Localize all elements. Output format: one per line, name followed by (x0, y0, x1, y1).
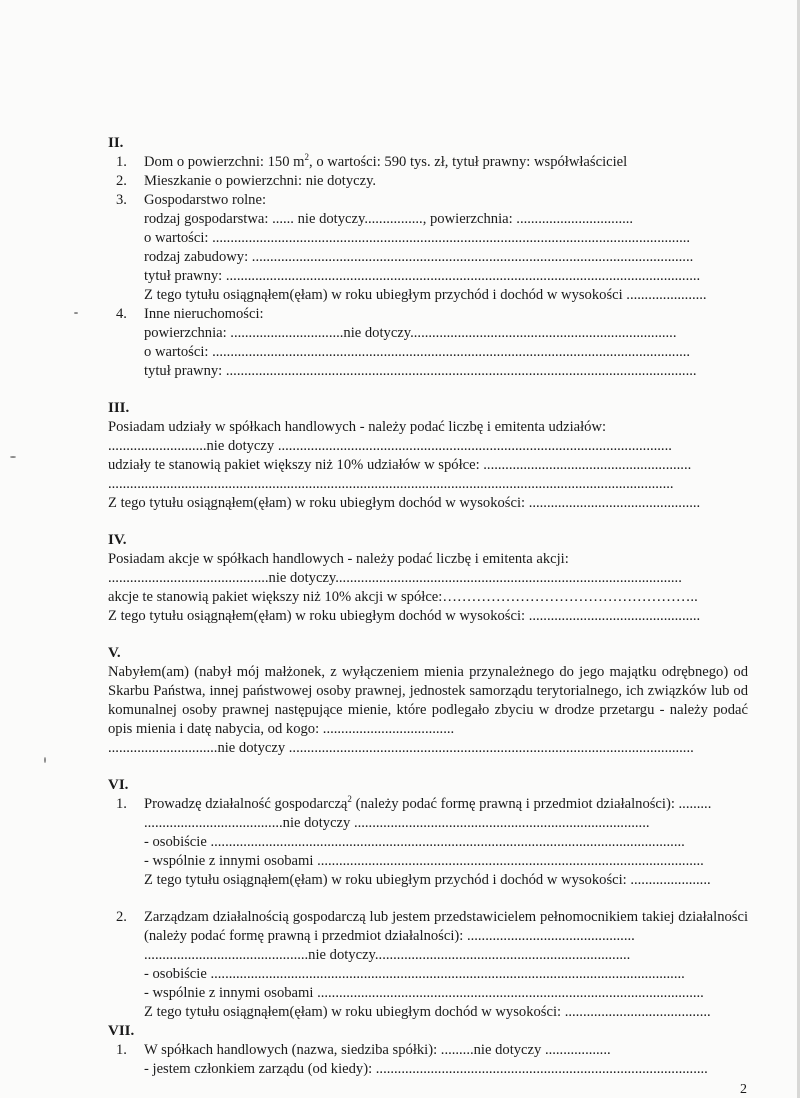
section-heading: IV. (108, 532, 127, 548)
management-joint-line: - wspólnie z innymi osobami .......................................................................................................... (144, 985, 704, 1001)
business-line: Prowadzę działalność gospodarczą$^2$ (należy podać formę prawną i przedmiot działalności): ......... (144, 795, 712, 812)
stocks-income-line: Z tego tytułu osiągnąłem(ęłam) w roku ubiegłym dochód w wysokości: ............................................... (108, 608, 701, 624)
item-number: 1. (116, 1042, 127, 1058)
other-value-line: o wartości: ................................................................................................................................... (144, 344, 691, 360)
business-value-line: ......................................nie dotyczy ................................................................................. (144, 815, 650, 831)
business-joint-line: - wspólnie z innymi osobami .......................................................................................................... (144, 853, 704, 869)
house-line: Dom o powierzchni: 150 $m^2$, o wartości: 590 tys. zł, tytuł prawny: współwłaściciel (144, 153, 628, 170)
section-vi (108, 776, 748, 1022)
scan-speck (10, 456, 16, 458)
scan-speck (44, 757, 46, 763)
superscript: 2 (304, 153, 310, 163)
stocks-packet-line: akcje te stanowią pakiet większy niż 10% akcji w spółce:…………………………………………….. (108, 589, 698, 605)
other-title-line: tytuł prawny: ................................................................................................................................. (144, 363, 697, 379)
list-item (108, 908, 748, 946)
farm-type-line: rodzaj gospodarstwa: ...... nie dotyczy................, powierzchnia: ................................ (144, 211, 634, 227)
superscript: 2 (347, 795, 352, 805)
scan-speck (74, 312, 78, 314)
dotted-line: ........................................................................................................................................................... (108, 476, 674, 492)
item-number: 4. (116, 306, 127, 322)
section-vii (108, 1022, 748, 1079)
stocks-line: Posiadam akcje w spółkach handlowych - należy podać liczbę i emitenta akcji: (108, 551, 569, 567)
management-personal-line: - osobiście .................................................................................................................................. (144, 966, 685, 982)
business-personal-line: - osobiście .................................................................................................................................. (144, 834, 685, 850)
other-area-line: powierzchnia: ...............................nie dotyczy......................................................................... (144, 325, 677, 341)
list-item (108, 153, 748, 172)
shares-value-line: ...........................nie dotyczy ............................................................................................................ (108, 438, 672, 454)
declaration-content (108, 134, 748, 1079)
farm-buildings-line: rodzaj zabudowy: ......................................................................................................................... (144, 249, 694, 265)
section-heading: III. (108, 400, 130, 416)
shares-line: Posiadam udziały w spółkach handlowych - należy podać liczbę i emitenta udziałów: (108, 419, 607, 435)
page-number: 2 (740, 1082, 747, 1097)
item-number: 2. (116, 909, 127, 925)
list-item (108, 305, 748, 324)
shares-income-line: Z tego tytułu osiągnąłem(ęłam) w roku ubiegłym dochód w wysokości: ............................................... (108, 495, 701, 511)
list-item (108, 1041, 748, 1060)
section-heading: V. (108, 645, 121, 661)
farm-heading: Gospodarstwo rolne: (144, 192, 267, 208)
list-item (108, 795, 748, 814)
list-item (108, 172, 748, 191)
board-member-line: - jestem członkiem zarządu (od kiedy): ........................................................................................... (144, 1061, 708, 1077)
acquisition-paragraph: Nabyłem(am) (nabył mój małżonek, z wyłączeniem mienia przynależnego do jego majątku odrębnego) od Skarbu Państwa, innej państwowej osoby prawnej, jednostek samorządu terytorialnego, ich związków lub od komunalnej osoby prawnej następujące mienie, które podlegało zbyciu w drodze przetargu - należy podać opis mienia i datę nabycia, od kogo: .................................... (108, 664, 748, 737)
section-heading: II. (108, 135, 124, 151)
list-item (108, 191, 748, 210)
farm-income-line: Z tego tytułu osiągnąłem(ęłam) w roku ubiegłym przychód i dochód w wysokości ...................... (144, 287, 707, 303)
item-number: 1. (116, 796, 127, 812)
other-property-heading: Inne nieruchomości: (144, 306, 264, 322)
farm-value-line: o wartości: ................................................................................................................................... (144, 230, 691, 246)
section-v (108, 644, 748, 758)
management-income-line: Z tego tytułu osiągnąłem(ęłam) w roku ubiegłym dochód w wysokości: ........................................ (144, 1004, 711, 1020)
section-iv (108, 531, 748, 626)
section-heading: VII. (108, 1023, 135, 1039)
stocks-value-line: ............................................nie dotyczy............................................................................................... (108, 570, 682, 586)
shares-packet-line: udziały te stanowią pakiet większy niż 10% udziałów w spółce: ......................................................... (108, 457, 692, 473)
item-number: 3. (116, 192, 127, 208)
section-iii (108, 399, 748, 513)
apartment-line: Mieszkanie o powierzchni: nie dotyczy. (144, 173, 377, 189)
companies-line: W spółkach handlowych (nazwa, siedziba spółki): .........nie dotyczy .................. (144, 1042, 611, 1058)
management-value-line: .............................................nie dotyczy...................................................................... (144, 947, 631, 963)
item-number: 2. (116, 173, 127, 189)
item-number: 1. (116, 154, 127, 170)
business-income-line: Z tego tytułu osiągnąłem(ęłam) w roku ubiegłym przychód i dochód w wysokości: ...................... (144, 872, 711, 888)
acquisition-value-line: ..............................nie dotyczy ............................................................................................................... (108, 740, 694, 756)
section-ii (108, 134, 748, 381)
section-heading: VI. (108, 777, 129, 793)
management-paragraph: Zarządzam działalnością gospodarczą lub jestem przedstawicielem pełnomocnikiem takiej działalności (należy podać formę prawną i przedmiot działalności): .............................................. (144, 909, 748, 944)
farm-title-line: tytuł prawny: .................................................................................................................................. (144, 268, 701, 284)
